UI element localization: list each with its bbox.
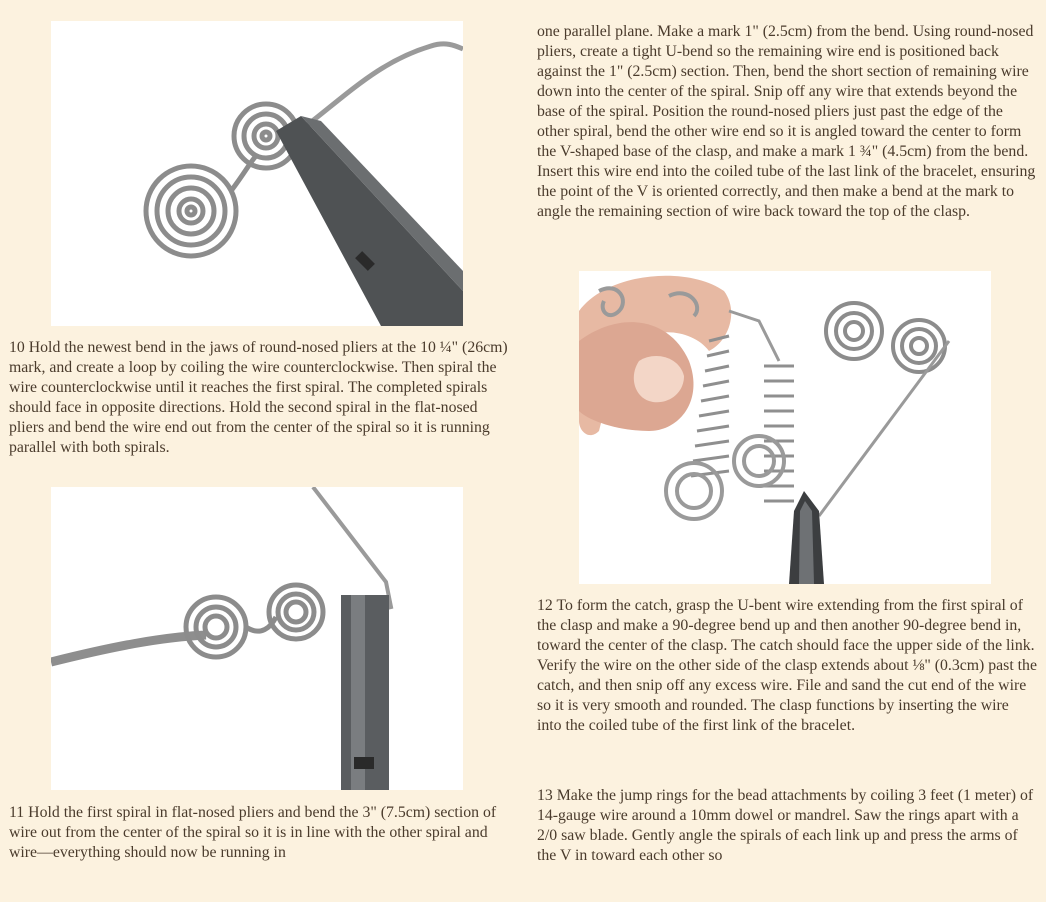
photo-spirals-in-pliers-drawing [51, 21, 463, 326]
photo-bent-wire-spirals-drawing [51, 487, 463, 790]
step-12-text: 12 To form the catch, grasp the U-bent wire extending from the first spiral of the clasp and make a 90-degree bend up and then another 90-degree bend in, toward the center of the clasp. The catch should face the upper side of the link. Verify the wire on the other side of the clasp extends about ⅛" (0.3cm) past the catch, and then snip off any excess wire. File and sand the cut end of the wire so it is very smooth and rounded. The clasp functions by inserting the wire into the coiled tube of the first link of the bracelet. [537, 597, 1037, 734]
step-11-text: 11 Hold the first spiral in flat-nosed pliers and bend the 3" (7.5cm) section of wire out from the center of the spiral so it is in line with the other spiral and wire—everything should now be running in [9, 804, 497, 861]
photo-clasp-in-hand [579, 271, 991, 584]
step-13-text: 13 Make the jump rings for the bead attachments by coiling 3 feet (1 meter) of 14-gauge wire around a 10mm dowel or mandrel. Saw the rings apart with a 2/0 saw blade. Gently angle the spirals of each link up and press the arms of the V in toward each other so [537, 787, 1034, 864]
photo-spirals-in-pliers [51, 21, 463, 326]
step-11-continuation-text: one parallel plane. Make a mark 1" (2.5cm) from the bend. Using round-nosed pliers, create a tight U-bend so the remaining wire end is positioned back against the 1" (2.5cm) section. Then, bend the short section of remaining wire down into the center of the spiral. Snip off any wire that extends beyond the base of the spiral. Position the round-nosed pliers just past the edge of the other spiral, bend the other wire end so it is angled toward the center to form the V-shaped base of the clasp, and make a mark 1 ¾" (4.5cm) from the bend. Insert this wire end into the coiled tube of the last link of the bracelet, ensuring the point of the V is oriented correctly, and then make a bend at the mark to angle the remaining section of wire back toward the top of the clasp. [537, 23, 1036, 220]
step-10-text: 10 Hold the newest bend in the jaws of round-nosed pliers at the 10 ¼" (26cm) mark, and create a loop by coiling the wire counterclockwise. Then spiral the wire counterclockwise until it reaches the first spiral. The completed spirals should face in opposite directions. Hold the second spiral in the flat-nosed pliers and bend the wire end out from the center of the spiral so it is running parallel with both spirals. [9, 339, 508, 456]
photo-bent-wire-spirals [51, 487, 463, 790]
photo-clasp-in-hand-drawing [579, 271, 991, 584]
